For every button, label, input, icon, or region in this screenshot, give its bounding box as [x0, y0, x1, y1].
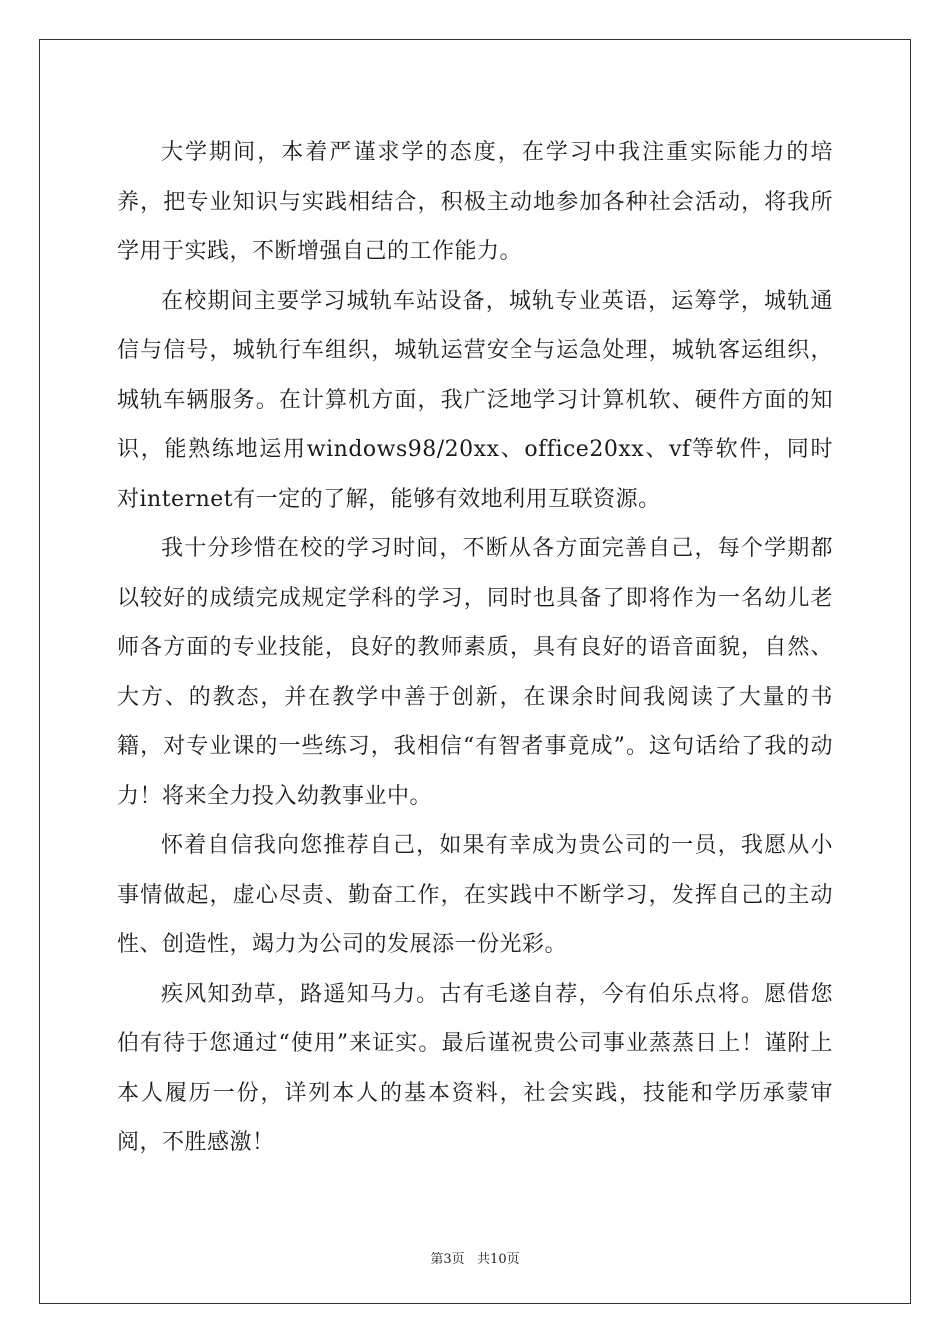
paragraph-2: 在校期间主要学习城轨车站设备，城轨专业英语，运筹学，城轨通信与信号，城轨行车组织，城轨运营安全与运急处理，城轨客运组织，城轨车辆服务。在计算机方面，我广泛地学习计算机软、硬件方面的知识，能熟练地运用windows98/20xx、office20xx、vf等软件，同时对internet有一定的了解，能够有效地利用互联资源。	[117, 288, 833, 512]
document-body	[117, 128, 833, 1168]
paragraph-4: 怀着自信我向您推荐自己，如果有幸成为贵公司的一员，我愿从小事情做起，虚心尽责、勤奋工作，在实践中不断学习，发挥自己的主动性、创造性，竭力为公司的发展添一份光彩。	[117, 833, 833, 957]
page-number-footer: 第3页 共10页	[430, 1252, 520, 1267]
paragraph-5: 疾风知劲草，路遥知马力。古有毛遂自荐，今有伯乐点将。愿借您伯有待于您通过“使用”来证实。最后谨祝贵公司事业蒸蒸日上！谨附上本人履历一份，详列本人的基本资料，社会实践，技能和学历承蒙审阅，不胜感激！	[117, 981, 833, 1155]
paragraph-1: 大学期间，本着严谨求学的态度，在学习中我注重实际能力的培养，把专业知识与实践相结合，积极主动地参加各种社会活动，将我所学用于实践，不断增强自己的工作能力。	[117, 140, 833, 264]
paragraph-3: 我十分珍惜在校的学习时间，不断从各方面完善自己，每个学期都以较好的成绩完成规定学科的学习，同时也具备了即将作为一名幼儿老师各方面的专业技能，良好的教师素质，具有良好的语音面貌，自然、大方、的教态，并在教学中善于创新，在课余时间我阅读了大量的书籍，对专业课的一些练习，我相信“有智者事竟成”。这句话给了我的动力！将来全力投入幼教事业中。	[117, 536, 833, 809]
